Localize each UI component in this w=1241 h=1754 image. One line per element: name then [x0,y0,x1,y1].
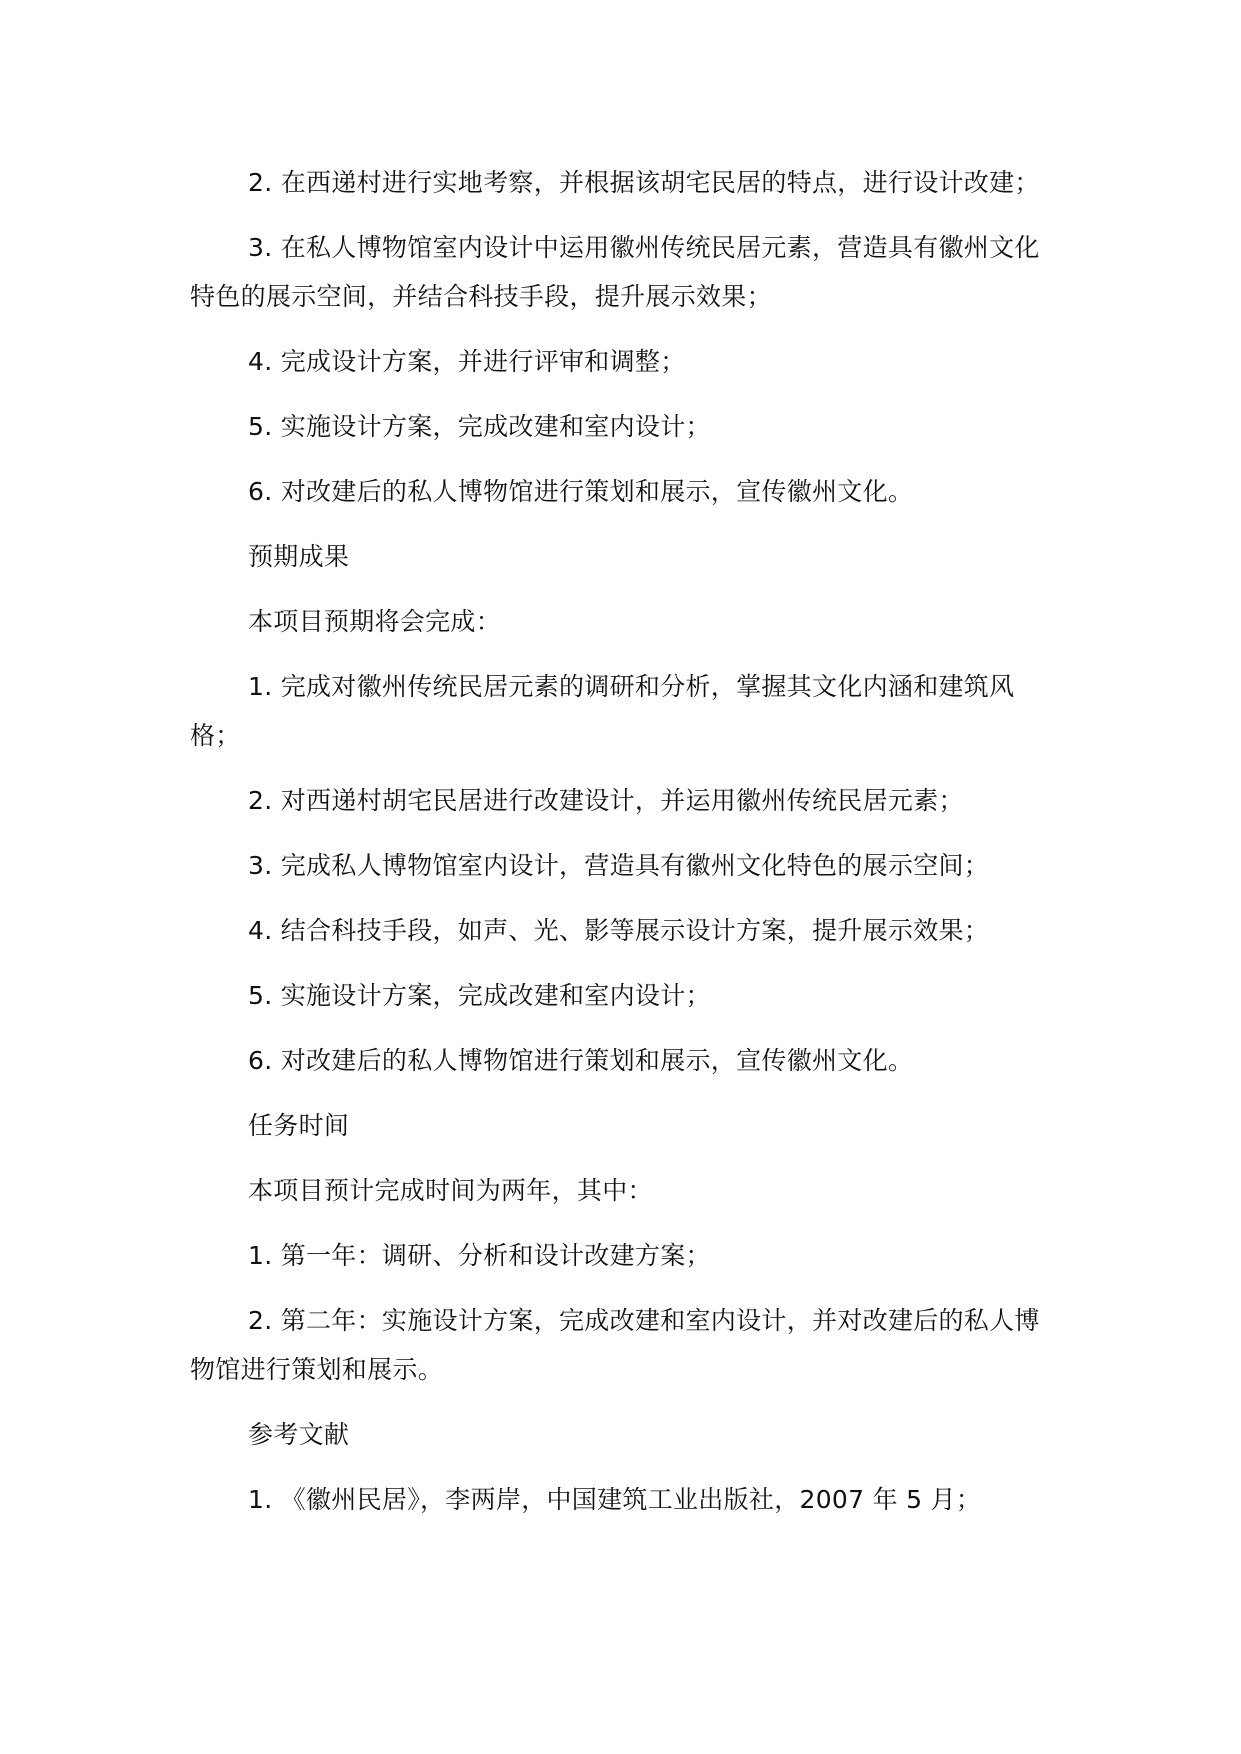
paragraph-result-5: 5. 实施设计方案，完成改建和室内设计； [248,981,711,1010]
paragraph-results-intro: 本项目预期将会完成： [248,607,502,636]
heading-references: 参考文献 [248,1420,350,1449]
paragraph-task-2: 2. 在西递村进行实地考察，并根据该胡宅民居的特点，进行设计改建； [248,168,1040,197]
paragraph-time-2: 2. 第二年：实施设计方案，完成改建和室内设计，并对改建后的私人博物馆进行策划和展示。 [190,1306,1040,1384]
document-page [190,158,1050,1540]
paragraph-time-1: 1. 第一年：调研、分析和设计改建方案； [248,1241,711,1270]
paragraph-task-4: 4. 完成设计方案，并进行评审和调整； [248,347,686,376]
paragraph-result-1: 1. 完成对徽州传统民居元素的调研和分析，掌握其文化内涵和建筑风格； [190,672,1015,750]
paragraph-reference-1: 1. 《徽州民居》，李两岸，中国建筑工业出版社，2007 年 5 月； [248,1485,982,1514]
paragraph-time-intro: 本项目预计完成时间为两年，其中： [248,1176,653,1205]
paragraph-result-3: 3. 完成私人博物馆室内设计，营造具有徽州文化特色的展示空间； [248,851,990,880]
paragraph-result-6: 6. 对改建后的私人博物馆进行策划和展示，宣传徽州文化。 [248,1046,914,1075]
paragraph-task-5: 5. 实施设计方案，完成改建和室内设计； [248,412,711,441]
heading-task-time: 任务时间 [248,1111,350,1140]
paragraph-result-4: 4. 结合科技手段，如声、光、影等展示设计方案，提升展示效果； [248,916,990,945]
paragraph-task-3: 3. 在私人博物馆室内设计中运用徽州传统民居元素，营造具有徽州文化特色的展示空间，并结合科技手段，提升展示效果； [190,233,1040,311]
paragraph-task-6: 6. 对改建后的私人博物馆进行策划和展示，宣传徽州文化。 [248,477,914,506]
paragraph-result-2: 2. 对西递村胡宅民居进行改建设计，并运用徽州传统民居元素； [248,786,964,815]
heading-expected-results: 预期成果 [248,542,350,571]
